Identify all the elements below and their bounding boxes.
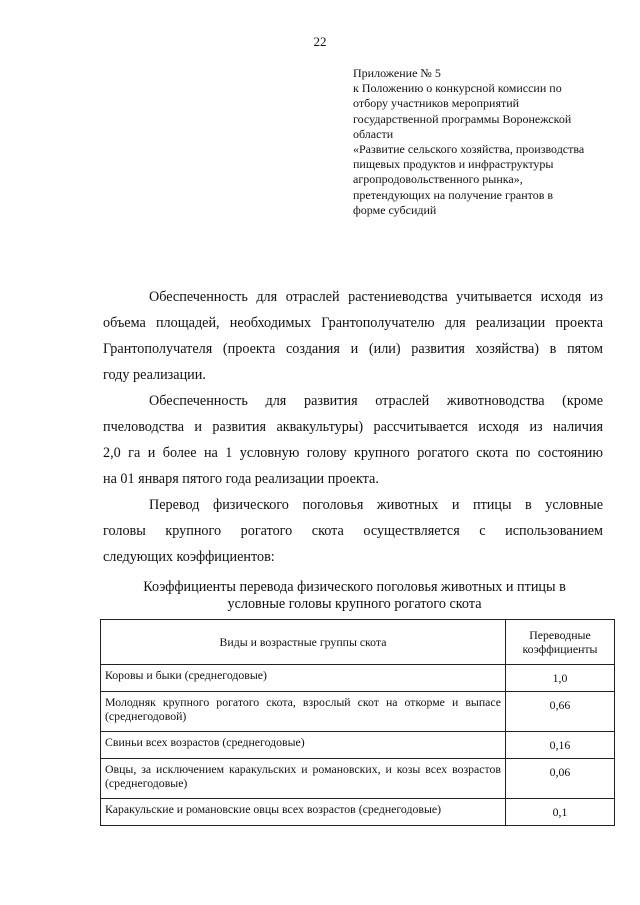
table-row: [101, 665, 615, 692]
table-title-line: условные головы крупного рогатого скота: [227, 596, 482, 612]
paragraph-line: следующих коэффициентов:: [103, 549, 275, 565]
paragraph-line: 2,0 га и более на 1 условную голову крупного рогатого скота по состоянию: [103, 445, 603, 461]
coefficient-cell: 0,06: [506, 759, 615, 799]
paragraph-livestock: [103, 388, 603, 492]
appendix-line: пищевых продуктов и инфраструктуры: [353, 157, 554, 172]
table-row: [101, 799, 615, 826]
paragraph-line: на 01 января пятого года реализации проекта.: [103, 471, 379, 487]
paragraph-line: головы крупного рогатого скота осуществляется с использованием: [103, 523, 603, 539]
livestock-type-cell: Овцы, за исключением каракульских и романовских, и козы всех возрастов (среднегодовые): [101, 759, 506, 799]
table-title-line: Коэффициенты перевода физического поголовья животных и птицы в: [143, 579, 566, 595]
header-livestock-type: Виды и возрастные группы скота: [101, 620, 506, 665]
paragraph-line: объема площадей, необходимых Грантополучателю для реализации проекта: [103, 315, 603, 331]
appendix-line: области: [353, 126, 394, 141]
livestock-type-cell: Молодняк крупного рогатого скота, взрослый скот на откорме и выпасе (среднегодовой): [101, 692, 506, 732]
appendix-line: агропродовольственного рынка»,: [353, 172, 523, 187]
paragraph-line: пчеловодства и развития аквакультуры) рассчитывается исходя из наличия: [103, 419, 603, 435]
appendix-line: претендующих на получение грантов в: [353, 187, 554, 202]
coefficient-cell: 0,1: [506, 799, 615, 826]
paragraph-conversion: [103, 492, 603, 570]
table-title: [103, 579, 606, 613]
appendix-header: [353, 66, 603, 218]
appendix-line: Приложение № 5: [353, 66, 441, 80]
page-number: 22: [313, 34, 327, 49]
paragraph-line: Обеспеченность для развития отраслей животноводства (кроме: [149, 393, 603, 409]
header-coefficient-line: коэффициенты: [522, 642, 598, 656]
coefficient-cell: 1,0: [506, 665, 615, 692]
appendix-line: государственной программы Воронежской: [353, 111, 572, 126]
coefficient-cell: 0,66: [506, 692, 615, 732]
table-row: [101, 692, 615, 732]
coefficient-cell: 0,16: [506, 732, 615, 759]
appendix-line: «Развитие сельского хозяйства, производства: [353, 142, 585, 157]
table-row: [101, 732, 615, 759]
coefficients-table: [100, 619, 615, 826]
appendix-line: отбору участников мероприятий: [353, 96, 520, 111]
appendix-line: к Положению о конкурсной комиссии по: [353, 81, 562, 96]
livestock-type-cell: Каракульские и романовские овцы всех возрастов (среднегодовые): [101, 799, 506, 826]
paragraph-line: Перевод физического поголовья животных и птицы в условные: [149, 497, 603, 513]
header-coefficient-line: Переводные: [529, 628, 591, 642]
table-header-row: [101, 620, 615, 665]
livestock-type-cell: Коровы и быки (среднегодовые): [101, 665, 506, 692]
paragraph-crop-production: [103, 284, 603, 388]
paragraph-line: Грантополучателя (проекта создания и (или) развития хозяйства) в пятом: [103, 341, 603, 357]
appendix-line: форме субсидий: [353, 202, 437, 217]
livestock-type-cell: Свиньи всех возрастов (среднегодовые): [101, 732, 506, 759]
paragraph-line: Обеспеченность для отраслей растениеводства учитывается исходя из: [149, 289, 603, 305]
table-row: [101, 759, 615, 799]
paragraph-line: году реализации.: [103, 367, 206, 383]
header-coefficient: [506, 620, 615, 665]
